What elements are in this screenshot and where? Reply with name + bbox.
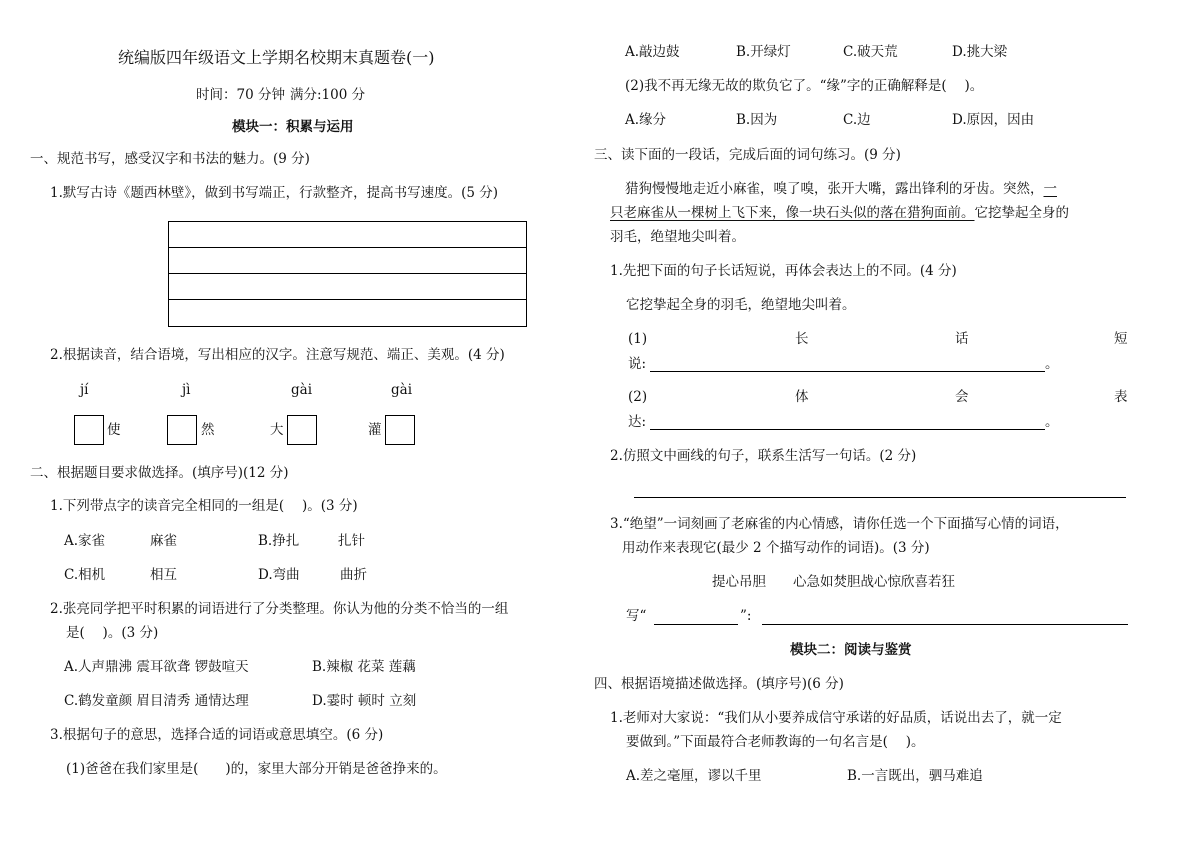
s3-q1-part-2-char: 会 xyxy=(955,389,969,405)
s2-q1-option: D.弯曲 xyxy=(258,567,300,583)
s3-q1-part-2-char: 体 xyxy=(795,389,809,405)
s2-q1-option: 曲折 xyxy=(340,567,367,583)
pinyin-3: gài xyxy=(291,382,313,398)
char-hint-1: 使 xyxy=(107,422,121,438)
passage-underlined-text: 只老麻雀从一棵树上飞下来，像一块石头似的落在猎狗面前。 xyxy=(610,205,975,221)
q3-1-option: A.敲边鼓 xyxy=(625,44,680,60)
q3-2-option: A.缘分 xyxy=(625,112,667,128)
s2-q1-option: A.家雀 xyxy=(64,533,106,549)
section-one-heading: 一、规范书写，感受汉字和书法的魅力。(9 分) xyxy=(30,151,310,167)
s3-q1-part-1-end: 说: xyxy=(628,356,647,372)
s2-q1-option: C.相机 xyxy=(64,567,106,583)
q3-2-option: B.因为 xyxy=(736,112,778,128)
q3-1-option: D.挑大梁 xyxy=(952,44,1008,60)
section-three-heading: 三、读下面的一段话，完成后面的词句练习。(9 分) xyxy=(594,147,901,163)
s3-question-1: 1.先把下面的句子长话短说，再体会表达上的不同。(4 分) xyxy=(610,263,957,279)
s4-q1-option: B.一言既出，驷马难追 xyxy=(847,768,983,784)
s4-question-1-line-2: 要做到。”下面最符合老师教诲的一句名言是( )。 xyxy=(626,734,925,750)
answer-line[interactable] xyxy=(762,624,1128,625)
word-choice-line[interactable] xyxy=(654,624,738,625)
char-hint-2: 然 xyxy=(201,422,215,438)
passage-line-3: 羽毛，绝望地尖叫着。 xyxy=(610,229,745,245)
answer-line[interactable] xyxy=(650,429,1045,430)
s2-question-1: 1.下列带点字的读音完全相同的一组是( )。(3 分) xyxy=(50,498,358,514)
char-answer-box-4[interactable] xyxy=(385,415,415,445)
writing-line xyxy=(169,299,526,300)
section-four-heading: 四、根据语境描述做选择。(填序号)(6 分) xyxy=(594,676,844,692)
s2-question-3: 3.根据句子的意思，选择合适的词语或意思填空。(6 分) xyxy=(50,727,384,743)
char-hint-4: 灌 xyxy=(368,422,382,438)
module-one-heading: 模块一：积累与运用 xyxy=(232,119,354,135)
writing-line xyxy=(169,247,526,248)
char-answer-box-3[interactable] xyxy=(287,415,317,445)
s3-q1-part-2-char: 表 xyxy=(1114,389,1128,405)
s3-question-2: 2.仿照文中画线的句子，联系生活写一句话。(2 分) xyxy=(610,448,917,464)
exam-title: 统编版四年级语文上学期名校期末真题卷(一) xyxy=(118,48,435,67)
s2-q2-option: C.鹤发童颜 眉目清秀 通情达理 xyxy=(64,693,249,709)
answer-line[interactable] xyxy=(650,371,1045,372)
passage-line-2 xyxy=(610,207,1069,221)
exam-score: 满分:100 分 xyxy=(290,87,366,103)
period: 。 xyxy=(1045,414,1059,430)
writing-line xyxy=(169,273,526,274)
s3-q1-sentence: 它挖挚起全身的羽毛，绝望地尖叫着。 xyxy=(626,297,856,313)
period: 。 xyxy=(1045,356,1059,372)
s1-question-2: 2.根据读音，结合语境，写出相应的汉字。注意写规范、端正、美观。(4 分) xyxy=(50,347,505,363)
s2-q2-option: A.人声鼎沸 震耳欲聋 锣鼓喧天 xyxy=(64,659,249,675)
s2-q1-option: B.挣扎 xyxy=(258,533,300,549)
s2-question-3-part-1: (1)爸爸在我们家里是( )的，家里大部分开销是爸爸挣来的。 xyxy=(66,761,447,777)
pinyin-1: jí xyxy=(80,382,89,398)
s4-q1-option: A.差之毫厘，谬以千里 xyxy=(626,768,762,784)
pinyin-2: jì xyxy=(182,382,191,398)
passage-text: 它挖挚起全身的 xyxy=(974,205,1069,221)
q3-2-option: D.原因，因由 xyxy=(952,112,1035,128)
q3-2-option: C.边 xyxy=(843,112,871,128)
char-answer-box-2[interactable] xyxy=(167,415,197,445)
s2-question-2-line-2: 是( )。(3 分) xyxy=(66,625,159,641)
s3-q1-part-1-char: 短 xyxy=(1114,331,1128,347)
passage-line-1 xyxy=(625,183,1057,197)
char-hint-3: 大 xyxy=(270,422,284,438)
answer-line[interactable] xyxy=(634,497,1126,498)
q3-1-option: C.破天荒 xyxy=(843,44,898,60)
s3-q1-part-2-end: 达: xyxy=(628,414,647,430)
s2-q1-option: 扎针 xyxy=(338,533,365,549)
s3-q3-write-suffix: ”: xyxy=(740,608,752,624)
s2-q1-option: 麻雀 xyxy=(150,533,177,549)
s2-q1-option: 相互 xyxy=(150,567,177,583)
s2-question-3-part-2: (2)我不再无缘无故的欺负它了。“缘”字的正确解释是( )。 xyxy=(625,78,984,94)
s3-question-3-line-1: 3.“绝望”一词刻画了老麻雀的内心情感，请你任选一个下面描写心情的词语， xyxy=(610,516,1069,532)
s3-q1-part-2-label: (2) xyxy=(628,389,648,405)
module-two-heading: 模块二：阅读与鉴赏 xyxy=(790,642,912,658)
passage-text: 猎狗慢慢地走近小麻雀，嗅了嗅，张开大嘴，露出锋利的牙齿。突然， xyxy=(625,181,1044,197)
passage-underlined-text: 一 xyxy=(1043,181,1057,197)
s4-question-1-line-1: 1.老师对大家说：“我们从小要养成信守承诺的好品质，话说出去了，就一定 xyxy=(610,710,1062,726)
exam-time: 时间：70 分钟 xyxy=(196,87,285,103)
s2-question-2-line-1: 2.张亮同学把平时积累的词语进行了分类整理。你认为他的分类不恰当的一组 xyxy=(50,601,509,617)
s1-question-1: 1.默写古诗《题西林壁》，做到书写端正，行款整齐，提高书写速度。(5 分) xyxy=(50,185,499,201)
pinyin-4: gài xyxy=(391,382,413,398)
s2-q2-option: D.霎时 顿时 立刻 xyxy=(312,693,417,709)
s3-q1-part-1-char: 长 xyxy=(795,331,809,347)
s3-question-3-line-2: 用动作来表现它(最少 2 个描写动作的词语)。(3 分) xyxy=(622,540,930,556)
poem-writing-box[interactable] xyxy=(168,221,527,327)
q3-1-option: B.开绿灯 xyxy=(736,44,791,60)
s3-q3-write-prefix: 写“ xyxy=(626,608,647,624)
s3-q1-part-1-label: (1) xyxy=(628,331,648,347)
section-two-heading: 二、根据题目要求做选择。(填序号)(12 分) xyxy=(30,465,289,481)
s2-q2-option: B.辣椒 花菜 莲藕 xyxy=(312,659,416,675)
s3-q3-word-list: 提心吊胆 心急如焚胆战心惊欣喜若狂 xyxy=(712,574,955,590)
char-answer-box-1[interactable] xyxy=(74,415,104,445)
s3-q1-part-1-char: 话 xyxy=(955,331,969,347)
